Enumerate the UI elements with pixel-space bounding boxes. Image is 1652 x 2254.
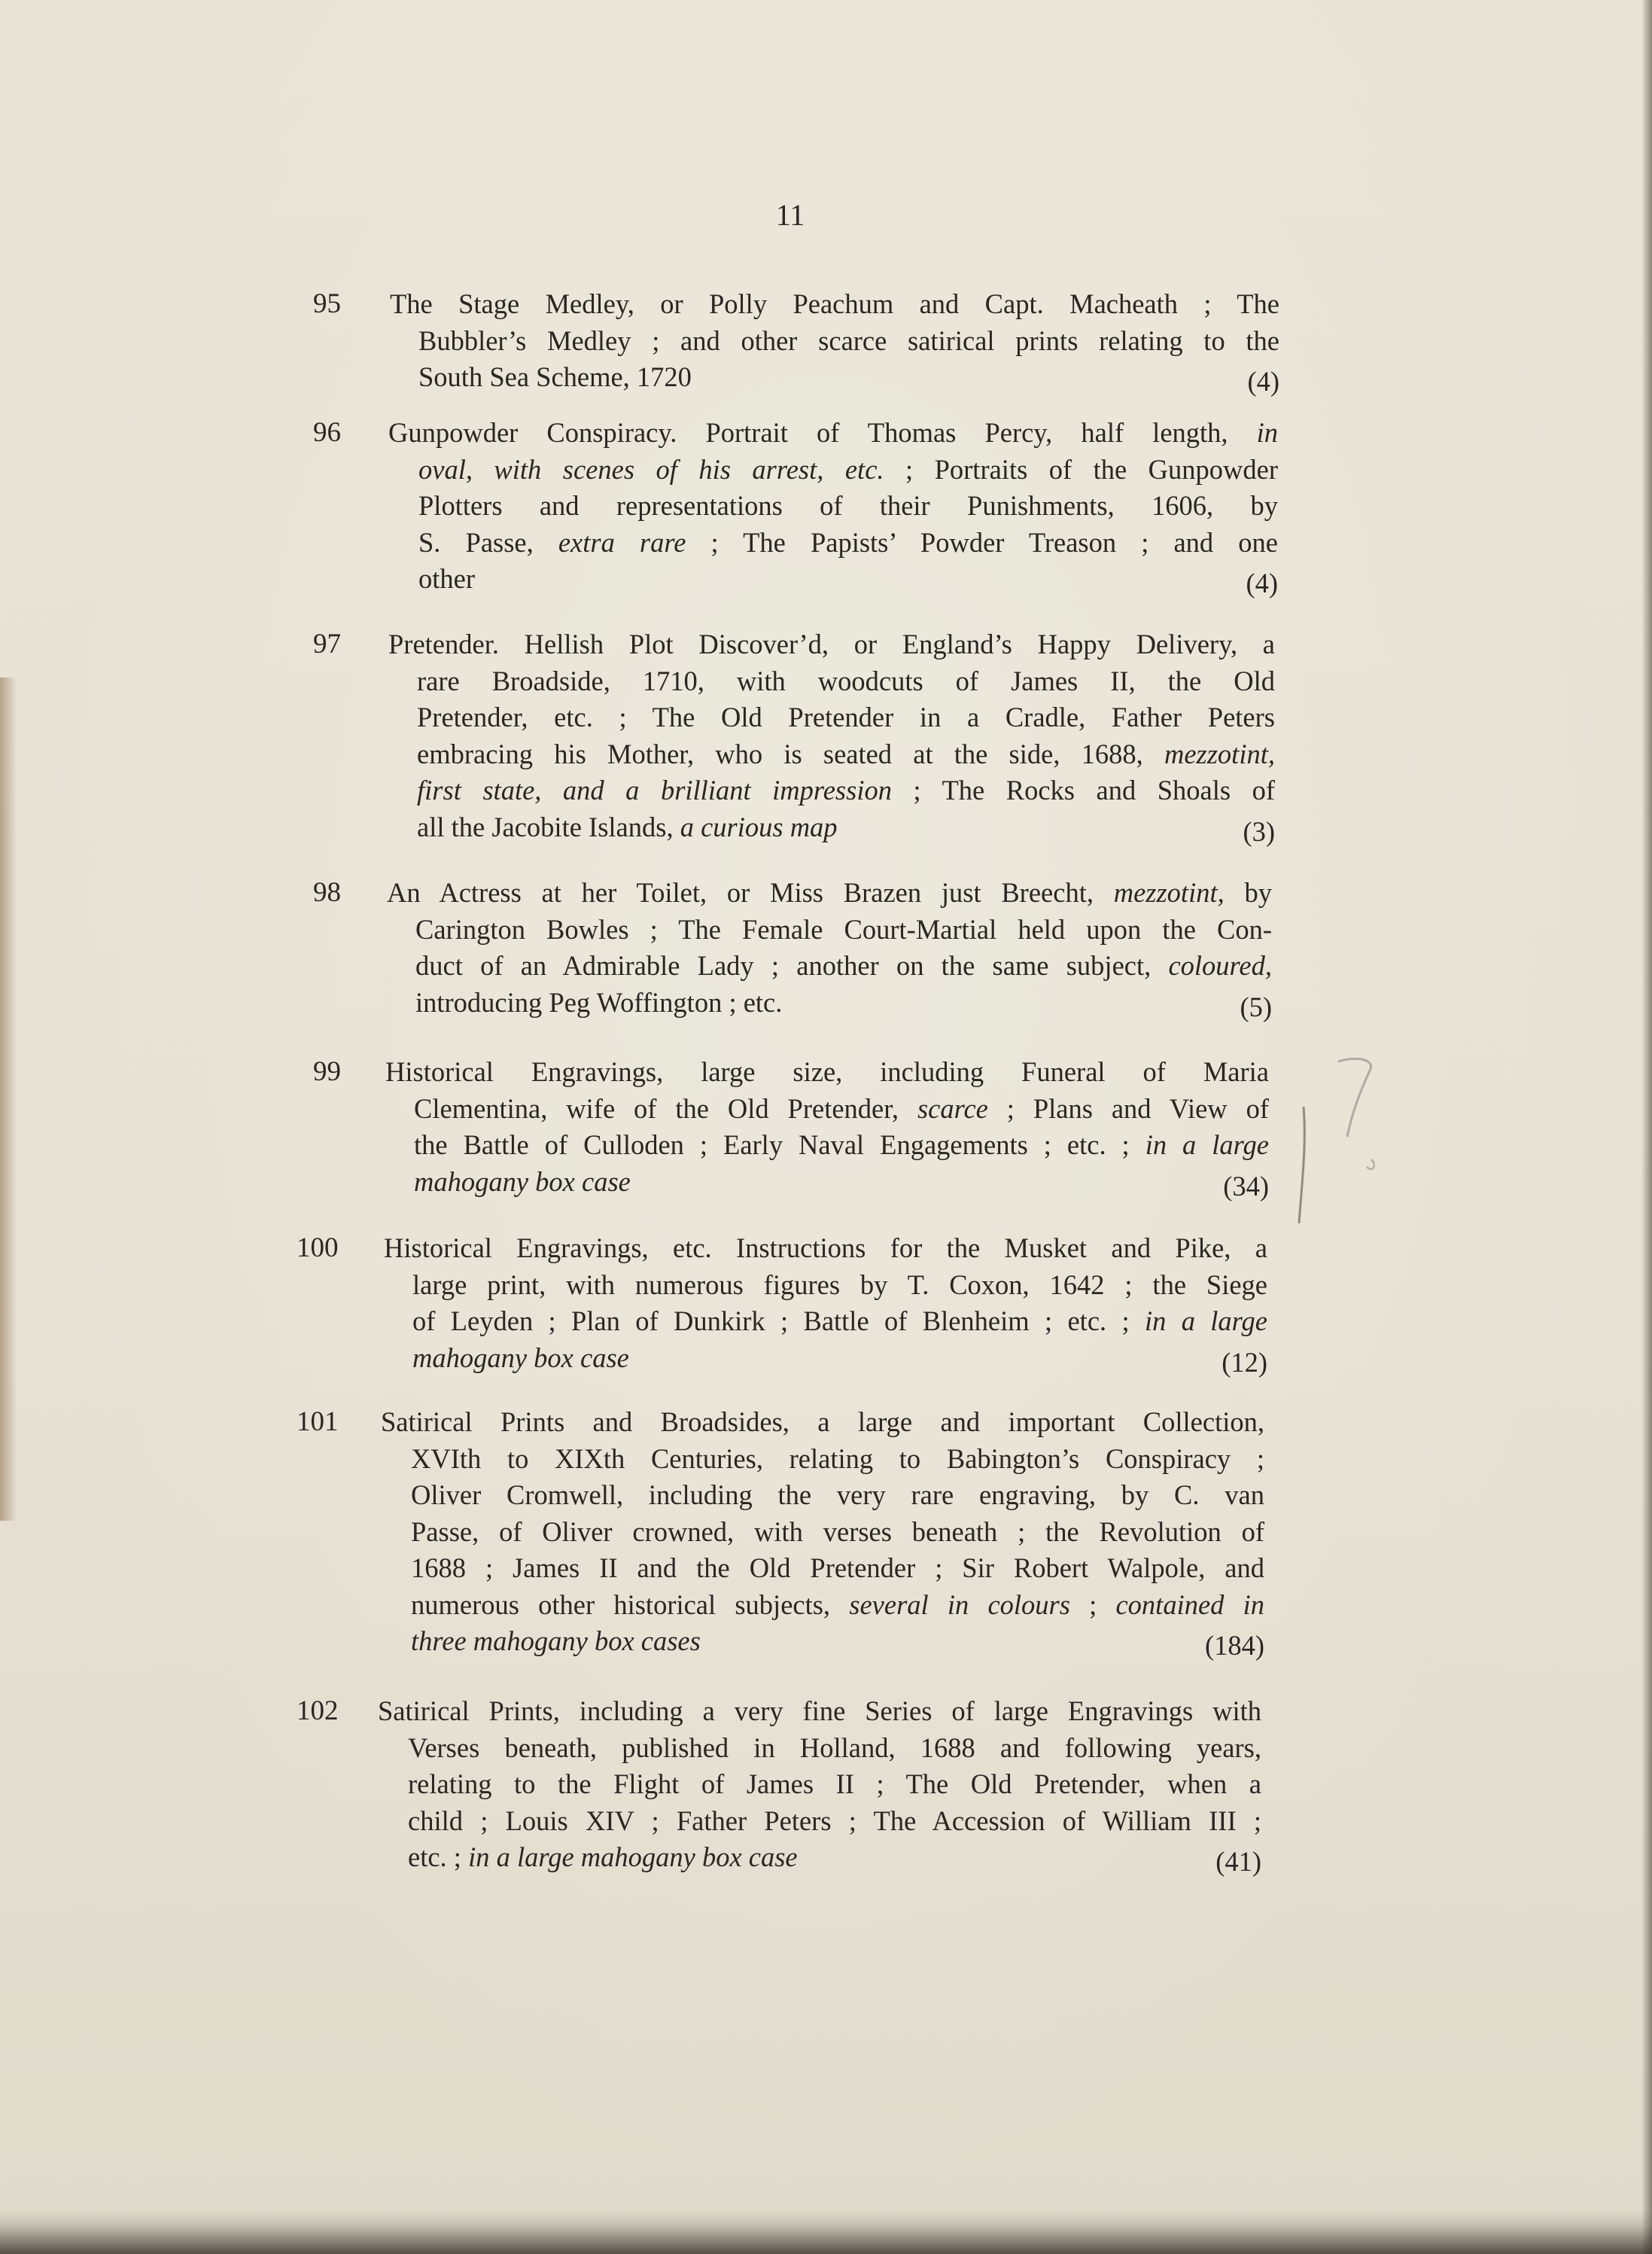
text-run: ; Plans and View of bbox=[987, 1092, 1269, 1124]
page-right-edge-shadow bbox=[1641, 0, 1652, 2254]
description-line bbox=[390, 288, 1279, 320]
description-line bbox=[411, 1552, 1264, 1584]
text-run: other bbox=[418, 563, 475, 594]
text-run: Historical Engravings, etc. Instructions for the Musket and Pike, a bbox=[384, 1232, 1267, 1263]
description-line bbox=[412, 1342, 629, 1374]
text-run: Pretender. Hellish Plot Discover’d, or England’s Happy Delivery, a bbox=[388, 629, 1275, 659]
italic-text: first state, and a brilliant impression bbox=[417, 775, 892, 806]
description-line bbox=[417, 738, 1275, 770]
description-line bbox=[387, 876, 1272, 909]
italic-text: contained in bbox=[1115, 1588, 1264, 1620]
text-run: Oliver Cromwell, including the very rare engraving, by C. van bbox=[411, 1479, 1264, 1510]
text-run: XVIth to XIXth Centuries, relating to Babington’s Conspiracy ; bbox=[411, 1442, 1264, 1474]
item-count: (12) bbox=[1222, 1346, 1267, 1378]
text-run: rare Broadside, 1710, with woodcuts of James II, the Old bbox=[417, 665, 1275, 696]
description-line bbox=[385, 1055, 1269, 1088]
text-run: 1688 ; James II and the Old Pretender ; Sir Robert Walpole, and bbox=[411, 1552, 1264, 1583]
text-run: Satirical Prints and Broadsides, a large and important Collection, bbox=[381, 1406, 1264, 1437]
description-line bbox=[411, 1625, 701, 1657]
italic-text: mahogany box case bbox=[412, 1342, 629, 1373]
text-run: etc. ; bbox=[408, 1841, 469, 1872]
description-line bbox=[411, 1588, 1264, 1621]
lot-number: 96 bbox=[313, 417, 341, 448]
lot-number: 101 bbox=[297, 1406, 339, 1437]
text-run: child ; Louis XIV ; Father Peters ; The Accession of William III ; bbox=[408, 1805, 1261, 1836]
description-line bbox=[418, 526, 1278, 559]
description-line bbox=[388, 628, 1275, 660]
description-line bbox=[408, 1768, 1261, 1800]
page-number: 11 bbox=[775, 198, 805, 232]
text-run: Clementina, wife of the Old Pretender, bbox=[414, 1092, 917, 1124]
italic-text: mezzotint, bbox=[1113, 877, 1225, 908]
text-run: all the Jacobite Islands, bbox=[417, 811, 680, 842]
text-run: of Leyden ; Plan of Dunkirk ; Battle of Blenheim ; etc. ; bbox=[412, 1305, 1145, 1336]
italic-text: in a large bbox=[1144, 1305, 1267, 1336]
item-count: (4) bbox=[1247, 366, 1279, 397]
italic-text: mezzotint, bbox=[1164, 738, 1275, 769]
item-count: (5) bbox=[1240, 991, 1272, 1022]
item-count: (34) bbox=[1223, 1170, 1269, 1202]
lot-number: 100 bbox=[297, 1232, 339, 1263]
text-run: The Stage Medley, or Polly Peachum and Capt. Macheath ; The bbox=[390, 288, 1279, 319]
item-count: (184) bbox=[1204, 1630, 1264, 1661]
description-line bbox=[418, 489, 1278, 522]
italic-text: a curious map bbox=[680, 811, 838, 842]
text-run: Gunpowder Conspiracy. Portrait of Thomas Percy, half length, bbox=[388, 417, 1257, 448]
italic-text: scarce bbox=[917, 1092, 988, 1124]
description-line bbox=[417, 774, 1275, 806]
lot-number: 95 bbox=[313, 288, 341, 319]
text-run: Satirical Prints, including a very fine Series of large Engravings with bbox=[378, 1695, 1261, 1726]
item-count: (41) bbox=[1215, 1846, 1261, 1877]
text-run: the Battle of Culloden ; Early Naval Engagements ; etc. ; bbox=[414, 1129, 1145, 1160]
text-run: by bbox=[1224, 877, 1272, 908]
page-bottom-edge-shadow bbox=[0, 2210, 1652, 2254]
text-run: relating to the Flight of James II ; The Old Pretender, when a bbox=[408, 1768, 1261, 1799]
description-line bbox=[417, 665, 1275, 697]
description-line bbox=[418, 361, 692, 393]
text-run: embracing his Mother, who is seated at the side, 1688, bbox=[417, 738, 1164, 769]
description-line bbox=[381, 1406, 1264, 1438]
text-run: Historical Engravings, large size, including Funeral of Maria bbox=[385, 1056, 1269, 1087]
text-run: ; bbox=[1069, 1588, 1116, 1620]
text-run: Bubbler’s Medley ; and other scarce satirical prints relating to the bbox=[418, 324, 1279, 356]
text-run: Verses beneath, published in Holland, 1688 and following years, bbox=[408, 1732, 1261, 1763]
text-run: Passe, of Oliver crowned, with verses beneath ; the Revolution of bbox=[411, 1515, 1264, 1547]
text-run: ; The Papists’ Powder Treason ; and one bbox=[686, 526, 1278, 558]
lot-number: 97 bbox=[313, 629, 341, 659]
text-run: Pretender, etc. ; The Old Pretender in a Cradle, Father Peters bbox=[417, 702, 1275, 733]
text-run: numerous other historical subjects, bbox=[411, 1588, 850, 1620]
description-line bbox=[411, 1515, 1264, 1548]
description-line bbox=[415, 913, 1272, 946]
text-run: ; The Rocks and Shoals of bbox=[891, 775, 1275, 806]
text-run: Carington Bowles ; The Female Court-Martial held upon the Con- bbox=[415, 913, 1272, 945]
text-run: South Sea Scheme, 1720 bbox=[418, 361, 692, 392]
description-line bbox=[411, 1442, 1264, 1475]
description-line bbox=[408, 1805, 1261, 1837]
lot-number: 102 bbox=[297, 1695, 339, 1726]
italic-text: in a large mahogany box case bbox=[468, 1841, 798, 1872]
description-line bbox=[418, 562, 475, 595]
description-line bbox=[418, 453, 1278, 486]
description-line bbox=[378, 1695, 1261, 1727]
description-line bbox=[414, 1092, 1269, 1125]
italic-text: in bbox=[1256, 417, 1278, 448]
italic-text: extra rare bbox=[558, 526, 686, 558]
text-run: large print, with numerous figures by T. Coxon, 1642 ; the Siege bbox=[412, 1269, 1267, 1300]
description-line bbox=[408, 1841, 798, 1873]
description-line bbox=[408, 1732, 1261, 1764]
italic-text: oval, with scenes of his arrest, etc. bbox=[418, 453, 884, 485]
description-line bbox=[417, 811, 838, 843]
item-count: (4) bbox=[1246, 568, 1278, 599]
description-line bbox=[412, 1305, 1267, 1337]
description-line bbox=[414, 1165, 631, 1198]
text-run: ; Portraits of the Gunpowder bbox=[884, 453, 1279, 485]
italic-text: in a large bbox=[1145, 1129, 1269, 1160]
description-line bbox=[415, 949, 1272, 982]
description-line bbox=[384, 1232, 1267, 1264]
description-line bbox=[414, 1129, 1269, 1161]
handwritten-pencil-mark bbox=[1295, 1054, 1415, 1227]
italic-text: several in colours bbox=[849, 1588, 1070, 1620]
italic-text: mahogany box case bbox=[414, 1165, 631, 1197]
description-line bbox=[417, 701, 1275, 733]
description-line bbox=[388, 416, 1278, 449]
item-count: (3) bbox=[1243, 815, 1275, 847]
text-run: Plotters and representations of their Punishments, 1606, by bbox=[418, 490, 1278, 521]
text-run: S. Passe, bbox=[418, 526, 558, 558]
lot-number: 99 bbox=[313, 1056, 341, 1087]
description-line bbox=[418, 324, 1279, 357]
text-run: duct of an Admirable Lady ; another on the same subject, bbox=[415, 950, 1169, 981]
description-line bbox=[412, 1269, 1267, 1301]
lot-number: 98 bbox=[313, 877, 341, 908]
page-left-edge-stain bbox=[0, 678, 17, 1521]
description-line bbox=[411, 1479, 1264, 1511]
italic-text: three mahogany box cases bbox=[411, 1625, 701, 1656]
description-line bbox=[415, 986, 782, 1019]
italic-text: coloured, bbox=[1168, 950, 1272, 981]
text-run: An Actress at her Toilet, or Miss Brazen just Breecht, bbox=[387, 877, 1114, 908]
text-run: introducing Peg Woffington ; etc. bbox=[415, 986, 783, 1018]
